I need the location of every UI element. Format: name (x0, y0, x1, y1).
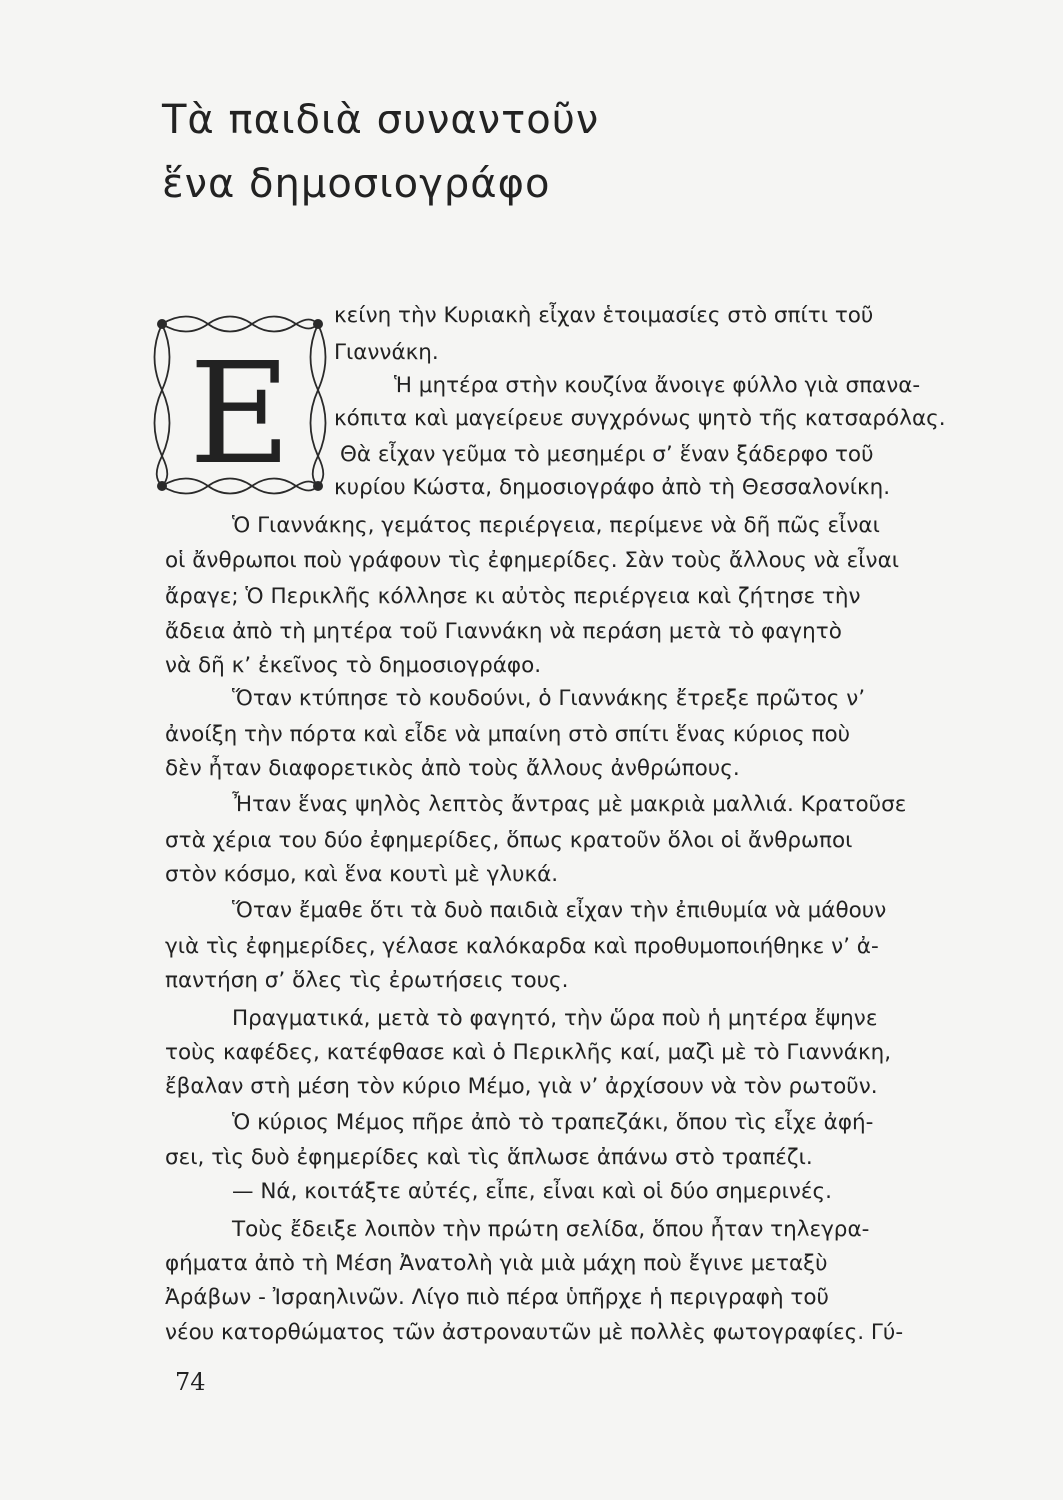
body-line: κυρίου Κώστα, δημοσιογράφο ἀπὸ τὴ Θεσσαλονίκη. (334, 475, 891, 500)
body-line: κόπιτα καὶ μαγείρευε συγχρόνως ψητὸ τῆς κατσαρόλας. (334, 406, 946, 431)
body-line: νὰ δῆ κ’ ἐκεῖνος τὸ δημοσιογράφο. (165, 653, 542, 678)
body-line: Γιαννάκη. (334, 340, 439, 365)
body-line: τοὺς καφέδες, κατέφθασε καὶ ὁ Περικλῆς καί, μαζὶ μὲ τὸ Γιαννάκη, (165, 1040, 892, 1065)
body-line: Θὰ εἶχαν γεῦμα τὸ μεσημέρι σ’ ἕναν ξάδερφο τοῦ (340, 442, 874, 467)
chapter-title-line-2: ἕνα δημοσιογράφο (162, 161, 551, 207)
body-line: Ὅταν ἔμαθε ὅτι τὰ δυὸ παιδιὰ εἶχαν τὴν ἐπιθυμία νὰ μάθουν (232, 898, 887, 923)
body-line: Ὁ κύριος Μέμος πῆρε ἀπὸ τὸ τραπεζάκι, ὅπου τὶς εἶχε ἀφή- (232, 1110, 874, 1135)
body-line: — Νά, κοιτάξτε αὐτές, εἶπε, εἶναι καὶ οἱ δύο σημερινές. (232, 1179, 833, 1204)
chapter-title (162, 88, 599, 216)
body-line: φήματα ἀπὸ τὴ Μέση Ἀνατολὴ γιὰ μιὰ μάχη ποὺ ἔγινε μεταξὺ (165, 1251, 828, 1276)
body-line: νέου κατορθώματος τῶν ἀστροναυτῶν μὲ πολλὲς φωτογραφίες. Γύ- (165, 1320, 904, 1345)
body-line: Τοὺς ἔδειξε λοιπὸν τὴν πρώτη σελίδα, ὅπου ἦταν τηλεγρα- (232, 1217, 870, 1242)
body-line: στὰ χέρια του δύο ἐφημερίδες, ὅπως κρατοῦν ὅλοι οἱ ἄνθρωποι (165, 828, 853, 853)
body-line: κείνη τὴν Κυριακὴ εἶχαν ἑτοιμασίες στὸ σπίτι τοῦ (334, 303, 874, 328)
body-line: δὲν ἦταν διαφορετικὸς ἀπὸ τοὺς ἄλλους ἀνθρώπους. (165, 756, 740, 781)
chapter-title-line-1: Τὰ παιδιὰ συναντοῦν (162, 97, 600, 143)
body-line: παντήση σ’ ὅλες τὶς ἐρωτήσεις τους. (165, 968, 569, 993)
body-line: στὸν κόσμο, καὶ ἕνα κουτὶ μὲ γλυκά. (165, 862, 559, 887)
body-line: Ἡ μητέρα στὴν κουζίνα ἄνοιγε φύλλο γιὰ σπανα- (394, 373, 921, 398)
body-line: ἄραγε; Ὁ Περικλῆς κόλλησε κι αὐτὸς περιέργεια καὶ ζήτησε τὴν (165, 584, 861, 609)
body-line: γιὰ τὶς ἐφημερίδες, γέλασε καλόκαρδα καὶ προθυμοποιήθηκε ν’ ἀ- (165, 934, 879, 959)
page-number: 74 (175, 1368, 206, 1396)
decorative-drop-cap (150, 312, 328, 498)
body-line: Ἦταν ἕνας ψηλὸς λεπτὸς ἄντρας μὲ μακριὰ μαλλιά. Κρατοῦσε (232, 792, 907, 817)
body-line: Ὁ Γιαννάκης, γεμάτος περιέργεια, περίμενε νὰ δῆ πῶς εἶναι (232, 513, 880, 538)
body-line: σει, τὶς δυὸ ἐφημερίδες καὶ τὶς ἅπλωσε ἀπάνω στὸ τραπέζι. (165, 1145, 813, 1170)
body-line: Πραγματικά, μετὰ τὸ φαγητό, τὴν ὥρα ποὺ ἡ μητέρα ἔψηνε (232, 1006, 878, 1031)
body-line: ἄδεια ἀπὸ τὴ μητέρα τοῦ Γιαννάκη νὰ περάση μετὰ τὸ φαγητὸ (165, 619, 842, 644)
body-line: Ἀράβων - Ἰσραηλινῶν. Λίγο πιὸ πέρα ὑπῆρχε ἡ περιγραφὴ τοῦ (165, 1285, 829, 1310)
body-line: ἔβαλαν στὴ μέση τὸν κύριο Μέμο, γιὰ ν’ ἀρχίσουν νὰ τὸν ρωτοῦν. (165, 1074, 878, 1099)
drop-cap-letter: Ε (188, 333, 292, 496)
body-line: οἱ ἄνθρωποι ποὺ γράφουν τὶς ἐφημερίδες. Σὰν τοὺς ἄλλους νὰ εἶναι (165, 548, 900, 573)
body-line: ἀνοίξη τὴν πόρτα καὶ εἶδε νὰ μπαίνη στὸ σπίτι ἕνας κύριος ποὺ (165, 722, 851, 747)
body-line: Ὅταν κτύπησε τὸ κουδούνι, ὁ Γιαννάκης ἔτρεξε πρῶτος ν’ (232, 686, 866, 711)
ornamental-frame-icon (150, 312, 328, 498)
